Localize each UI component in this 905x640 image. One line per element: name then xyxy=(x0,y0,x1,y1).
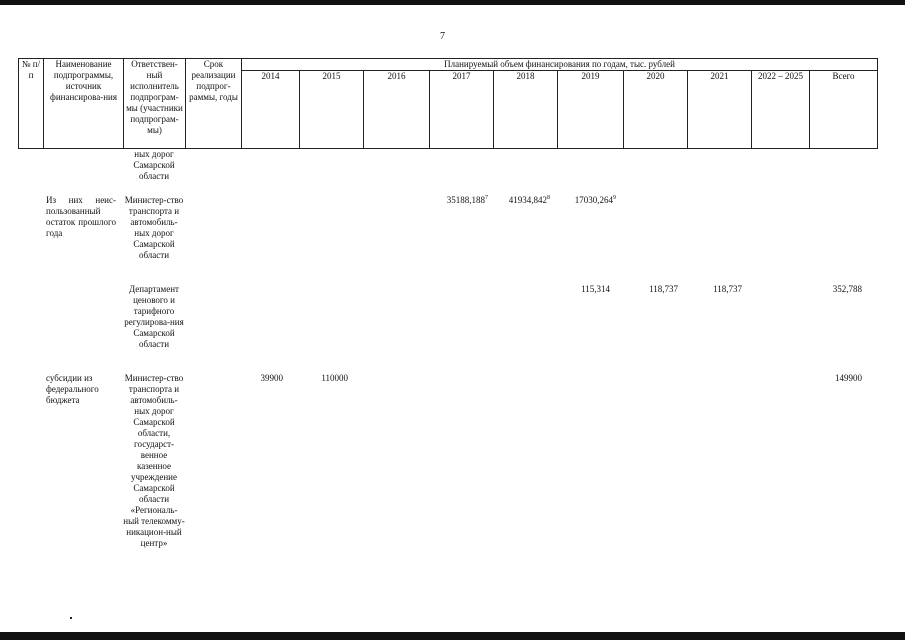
header-year: 2022 – 2025 xyxy=(752,71,810,149)
header-year: 2019 xyxy=(558,71,624,149)
row-2-responsible: Департамент ценового и тарифного регулирова-ния Самарской области xyxy=(124,284,184,349)
row-3-value-total: 149900 xyxy=(835,373,862,383)
header-year: 2018 xyxy=(494,71,558,149)
row-1-value-2017: 35188,188$^7$ xyxy=(446,195,488,205)
row-1-name: Из них неис-пользованный остаток прошлого года xyxy=(46,195,116,238)
page-number: 7 xyxy=(440,31,445,42)
row-3-name: субсидии из федерального бюджета xyxy=(46,373,99,405)
row-2-value-2019: 115,314 xyxy=(581,284,610,294)
header-table xyxy=(18,58,878,149)
top-scan-edge xyxy=(0,0,905,5)
row-2-value-2020: 118,737 xyxy=(649,284,678,294)
header-year: 2020 xyxy=(624,71,688,149)
header-year: 2015 xyxy=(300,71,364,149)
row-1-value-2018: 41934,842$^8$ xyxy=(508,195,550,205)
row-3-value-2015: 110000 xyxy=(321,373,348,383)
header-total: Всего xyxy=(810,71,878,149)
header-num: № п/п xyxy=(19,59,44,149)
row-1-responsible: Министер-ство транспорта и автомобиль-ных дорог Самарской области xyxy=(124,195,184,260)
continuation-text: ных дорог Самарской области xyxy=(133,149,175,181)
header-responsible: Ответствен-ный исполнитель подпрограм-мы (участники подпрограм-мы) xyxy=(124,59,186,149)
header-name: Наименование подпрограммы, источник финансирова-ния xyxy=(44,59,124,149)
header-year: 2014 xyxy=(242,71,300,149)
header-term: Срок реализации подпрог-раммы, годы xyxy=(186,59,242,149)
header-funding: Планируемый объем финансирования по годам, тыс. рублей xyxy=(242,59,878,71)
row-2-value-2021: 118,737 xyxy=(713,284,742,294)
bottom-scan-edge xyxy=(0,632,905,640)
row-3-responsible: Министер-ство транспорта и автомобиль-ных дорог Самарской области, государст-венное казенное учреждение Самарской области «Региональ-ный телекомму-никацион-ный центр» xyxy=(123,373,185,548)
header-year: 2017 xyxy=(430,71,494,149)
header-year: 2021 xyxy=(688,71,752,149)
row-3-value-2014: 39900 xyxy=(260,373,283,383)
header-year: 2016 xyxy=(364,71,430,149)
row-2-value-total: 352,788 xyxy=(832,284,862,294)
scan-speck xyxy=(70,617,72,619)
row-1-value-2019: 17030,264$^9$ xyxy=(574,195,616,205)
